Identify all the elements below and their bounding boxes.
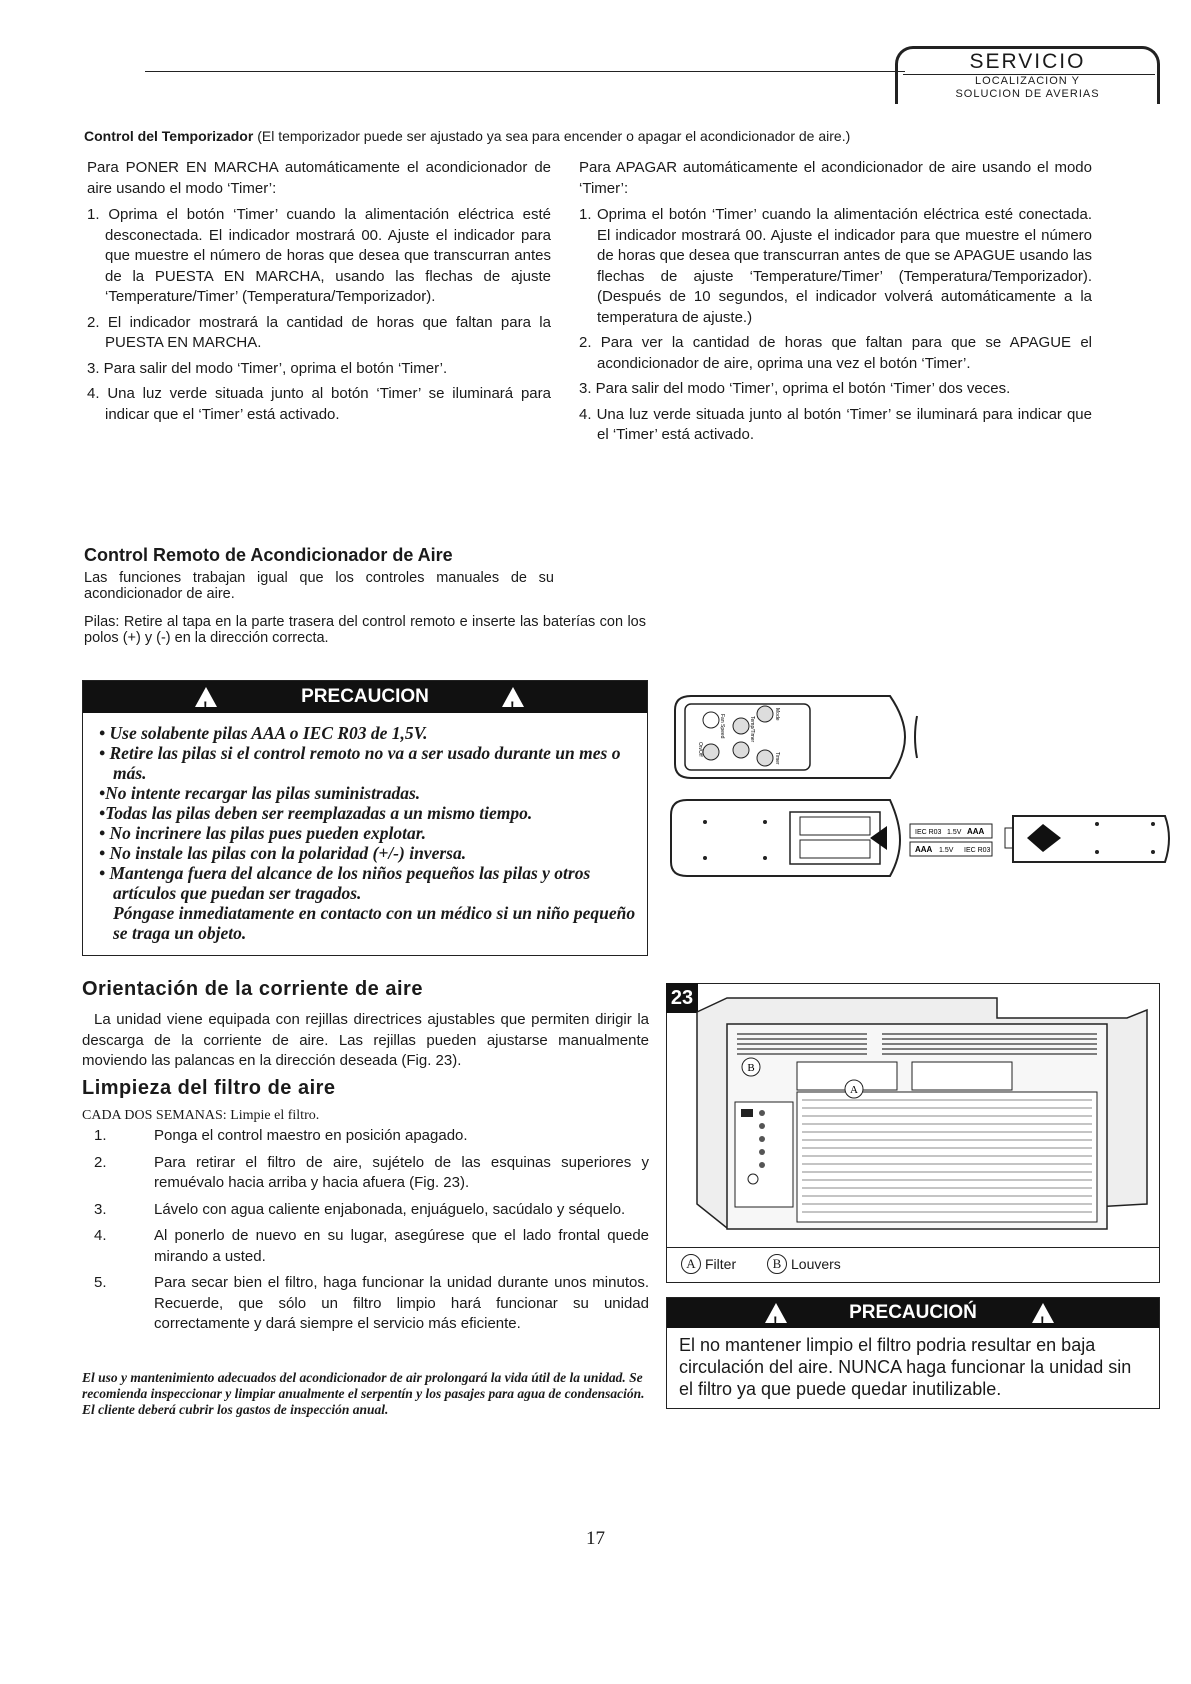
remote-heading: Control Remoto de Acondicionador de Aire: [84, 545, 453, 565]
timer-intro-text: (El temporizador puede ser ajustado ya sea para encender o apagar el acondicionador de aire.): [253, 128, 851, 144]
timer-button-icon: [757, 750, 773, 766]
fan-button-icon: [703, 712, 719, 728]
filter-step-number: 5.: [94, 1274, 107, 1291]
temp-down-button-icon: [733, 742, 749, 758]
legend-b-text: Louvers: [791, 1256, 841, 1272]
battery-slot: [800, 817, 870, 835]
section-subtitle-line1: LOCALIZACION Y: [975, 75, 1080, 87]
screw-icon: [763, 856, 767, 860]
legend-a-marker: A: [681, 1254, 701, 1274]
filter-caution-text: El no mantener limpio el filtro podria resultar en baja circulación del aire. NUNCA haga funcionar la unidad sin el filtro ya que puede quedar inutilizable.: [679, 1335, 1132, 1399]
front-grille: [797, 1092, 1097, 1222]
control-knob-icon: [759, 1110, 765, 1116]
caution-item: • Retire las pilas si el control remoto no va a ser usado durante un mes o más.: [99, 743, 621, 783]
section-subtitle-line2: SOLUCION DE AVERIAS: [955, 88, 1100, 100]
filter-caution-header: [667, 1298, 1159, 1328]
warning-icon: [195, 687, 217, 707]
maintenance-footnote: El uso y mantenimiento adecuados del acondicionador de air prolongará la vida útil de la unidad. Se recomienda inspeccionar y limpiar anualmente el serpentín y los pasajes para agua de condensación. El cliente deberá cubrir los gastos de inspección anual.: [82, 1370, 645, 1417]
timer-off-column: [579, 158, 1092, 451]
filter-step-text: Para secar bien el filtro, haga funcionar la unidad durante unos minutos. Recuerde, que sólo un filtro limpio hará funcionar su unidad correctamente y dará siempre el servicio más eficiente.: [154, 1274, 649, 1332]
filter-step-text: Al ponerlo de nuevo en su lugar, asegúrese que el lado frontal quede mirando a usted.: [154, 1227, 649, 1265]
cover-clip: [1005, 828, 1013, 848]
page-number: 17: [586, 1528, 605, 1549]
remote-label: Mode: [774, 708, 780, 721]
caution-title: PRECAUCION: [301, 686, 429, 707]
section-subtitle: [895, 75, 1160, 101]
caution-item: Póngase inmediatamente en contacto con un médico si un niño pequeño se traga un objeto.: [113, 903, 636, 943]
caution-item: • Mantenga fuera del alcance de los niños pequeños las pilas y otros artículos que puedan ser tragados.: [99, 863, 591, 903]
caution-item: • Use solabente pilas AAA o IEC R03 de 1,5V.: [99, 723, 428, 743]
filter-caution-title: PRECAUCIOŃ: [849, 1302, 977, 1323]
legend-a-text: Filter: [705, 1256, 737, 1272]
caution-item: • No incrinere las pilas pues pueden explotar.: [99, 823, 426, 843]
caution-list: [83, 713, 647, 953]
filter-panel: [912, 1062, 1012, 1090]
battery-label: IEC R03: [915, 829, 942, 836]
screw-icon: [1151, 850, 1155, 854]
control-knob-icon: [759, 1123, 765, 1129]
display: [741, 1109, 753, 1117]
screw-icon: [763, 820, 767, 824]
remote-edge: [915, 716, 917, 758]
figure-23: [666, 983, 1160, 1283]
control-knob-icon: [759, 1162, 765, 1168]
caution-box: [82, 680, 648, 956]
airflow-heading: Orientación de la corriente de aire: [82, 978, 423, 1000]
filter-step: [82, 1126, 649, 1147]
timer-on-heading: Para PONER EN MARCHA automáticamente el acondicionador de aire usando el modo ‘Timer’:: [87, 159, 551, 197]
filter-step: [82, 1153, 649, 1194]
filter-step-number: 3.: [94, 1200, 107, 1218]
header-rule: [145, 71, 905, 72]
filter-step: [82, 1273, 649, 1335]
section-title: SERVICIO: [969, 50, 1086, 73]
caution-item: • No instale las pilas con la polaridad (+/-) inversa.: [99, 843, 467, 863]
screw-icon: [1095, 822, 1099, 826]
timer-on-column: [87, 158, 551, 430]
remote-p1: Las funciones trabajan igual que los controles manuales de su acondicionador de aire.: [84, 570, 554, 602]
remote-body-front: [675, 696, 905, 778]
battery-slot: [800, 840, 870, 858]
battery-label: AAA: [915, 845, 933, 854]
remote-label: Timer: [774, 752, 780, 765]
mode-button-icon: [757, 706, 773, 722]
filter-step: [82, 1226, 649, 1267]
warning-icon: [1032, 1303, 1054, 1323]
filter-heading: Limpieza del filtro de aire: [82, 1077, 336, 1099]
screw-icon: [1095, 850, 1099, 854]
filter-caution-box: [666, 1297, 1160, 1409]
timer-on-step: 4. Una luz verde situada junto al botón ‘Timer’ se iluminará para indicar que el ‘Timer’ está activado.: [87, 385, 551, 423]
control-knob-icon: [748, 1174, 758, 1184]
timer-off-step: 4. Una luz verde situada junto al botón ‘Timer’ se iluminará para indicar que el ‘Timer’ está activado.: [579, 405, 1092, 443]
remote-figure: [665, 690, 1175, 890]
marker-a: A: [850, 1084, 858, 1096]
temp-up-button-icon: [733, 718, 749, 734]
legend-a: [681, 1254, 736, 1274]
screw-icon: [1151, 822, 1155, 826]
filter-step-number: 4.: [94, 1227, 107, 1244]
legend-b: [767, 1254, 841, 1274]
filter-step-number: 1.: [94, 1127, 107, 1144]
screw-icon: [703, 856, 707, 860]
airflow-text: La unidad viene equipada con rejillas directrices ajustables que permiten dirigir la descarga de la corriente de aire. Las rejillas pueden ajustarse manualmente moviendo las palancas en la dirección deseada (Fig. 23).: [82, 1011, 649, 1069]
warning-icon: [502, 687, 524, 707]
timer-off-heading: Para APAGAR automáticamente el acondicionador de aire usando el modo ‘Timer’:: [579, 159, 1092, 197]
figure-number: 23: [666, 983, 698, 1013]
timer-off-step: 3. Para salir del modo ‘Timer’, oprima el botón ‘Timer’ dos veces.: [579, 380, 1011, 397]
filter-step-text: Ponga el control maestro en posición apagado.: [154, 1127, 468, 1144]
timer-on-step: 3. Para salir del modo ‘Timer’, oprima el botón ‘Timer’.: [87, 359, 448, 377]
control-panel: [735, 1102, 793, 1207]
remote-label: On/Off: [697, 742, 703, 757]
timer-on-step: 1. Oprima el botón ‘Timer’ cuando la alimentación eléctrica esté desconectada. El indicador mostrará 00. Ajuste el indicador para que muestre el número de horas que desea que transcurran antes de la PUESTA EN MARCHA, usando las flechas de ajuste ‘Temperature/Timer’ (Temperatura/Temporizador).: [87, 206, 551, 305]
timer-on-step: 2. El indicador mostrará la cantidad de horas que faltan para la PUESTA EN MARCHA.: [87, 313, 551, 351]
remote-label: Temp/Timer: [749, 716, 755, 743]
caution-header: [83, 681, 647, 713]
timer-off-step: 2. Para ver la cantidad de horas que faltan para que se APAGUE el acondicionador de aire, oprima una vez el botón ‘Timer’.: [579, 334, 1092, 372]
caution-item: •No intente recargar las pilas suministradas.: [99, 783, 421, 803]
remote-label: Fan Speed: [719, 714, 725, 739]
filter-step-text: Lávelo con agua caliente enjabonada, enjuáguelo, sacúdalo y séquelo.: [154, 1200, 626, 1218]
filter-step-text: Para retirar el filtro de aire, sujételo de las esquinas superiores y remuévalo hacia arriba y hacia afuera (Fig. 23).: [154, 1153, 649, 1191]
battery-label: 1.5V: [947, 829, 962, 836]
battery-label: AAA: [967, 827, 985, 836]
filter-step-number: 2.: [94, 1153, 107, 1171]
filter-step: [82, 1200, 649, 1221]
control-knob-icon: [759, 1149, 765, 1155]
control-knob-icon: [759, 1136, 765, 1142]
filter-subheading: CADA DOS SEMANAS: Limpie el filtro.: [82, 1108, 320, 1123]
power-button-icon: [703, 744, 719, 760]
timer-off-step: 1. Oprima el botón ‘Timer’ cuando la alimentación eléctrica esté conectada. El indicador mostrará 00. Ajuste el indicador para que muestre el número de horas que desea que transcurran antes de que se APAGUE usando las flechas de ajuste ‘Temperature/Timer’ (Temperatura/Temporizador). (Después de 10 segundos, el indicador volverá automáticamente a la temperatura de ajuste.): [579, 206, 1092, 326]
timer-intro: [84, 127, 1114, 145]
battery-label: 1.5V: [939, 847, 954, 854]
legend-divider: [667, 1247, 1159, 1248]
legend-b-marker: B: [767, 1254, 787, 1274]
screw-icon: [703, 820, 707, 824]
timer-intro-bold: Control del Temporizador: [84, 128, 254, 144]
filter-steps: [82, 1126, 649, 1341]
caution-item: •Todas las pilas deben ser reemplazadas a un mismo tiempo.: [99, 803, 533, 823]
remote-p2: Pilas: Retire al tapa en la parte trasera del control remoto e inserte las baterías con los polos (+) y (-) en la dirección correcta.: [84, 614, 646, 646]
warning-icon: [765, 1303, 787, 1323]
battery-label: IEC R03: [964, 847, 991, 854]
marker-b: B: [747, 1062, 755, 1074]
ac-unit-illustration: [667, 984, 1161, 1234]
